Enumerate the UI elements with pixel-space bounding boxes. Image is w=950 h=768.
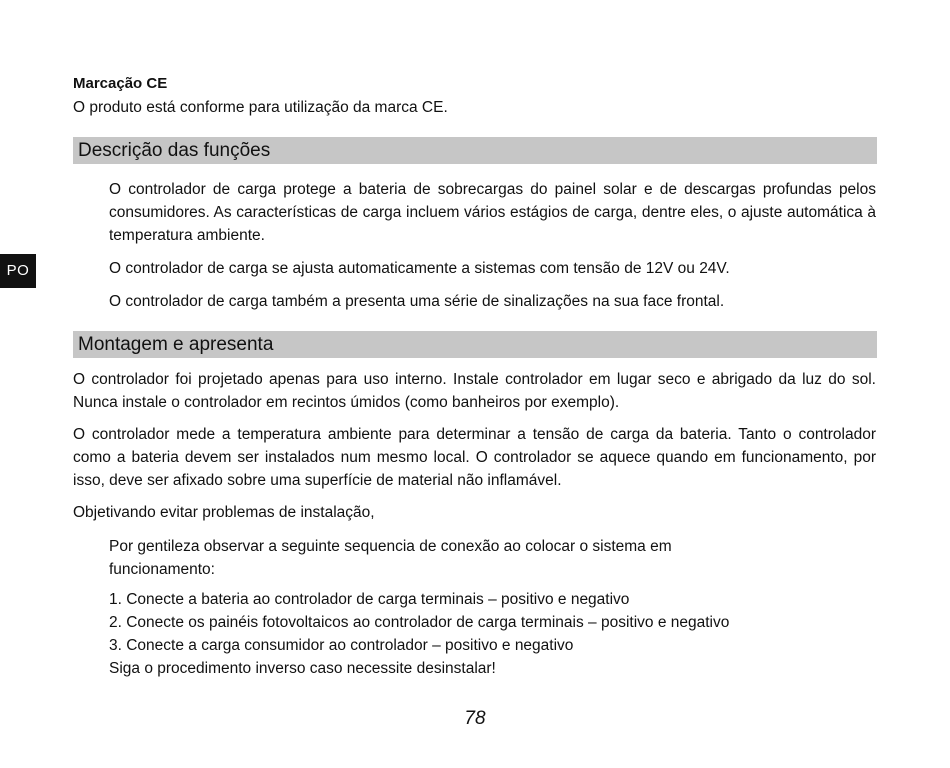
section-heading-bar xyxy=(73,137,877,164)
section-heading-bar xyxy=(73,331,877,358)
ce-marking-title: Marcação CE xyxy=(73,75,168,92)
step-item: 3. Conecte a carga consumidor ao controlador – positivo e negativo xyxy=(109,637,574,654)
page-number: 78 xyxy=(464,708,486,729)
language-tab: PO xyxy=(0,254,36,288)
ce-marking-text: O produto está conforme para utilização da marca CE. xyxy=(73,99,448,116)
section-heading-mounting: Montagem e apresenta xyxy=(78,334,274,355)
section-heading-functions: Descrição das funções xyxy=(78,140,271,161)
mounting-paragraph: Objetivando evitar problemas de instalação, xyxy=(73,504,375,521)
functions-paragraph: O controlador de carga também a presenta uma série de sinalizações na sua face frontal. xyxy=(109,293,725,310)
step-item: 1. Conecte a bateria ao controlador de carga terminais – positivo e negativo xyxy=(109,591,630,608)
instruction-paragraph: Por gentileza observar a seguinte sequencia de conexão ao colocar o sistema em funcionamento: xyxy=(109,538,672,578)
closing-note: Siga o procedimento inverso caso necessite desinstalar! xyxy=(109,660,496,677)
functions-paragraph: O controlador de carga se ajusta automaticamente a sistemas com tensão de 12V ou 24V. xyxy=(109,260,730,277)
mounting-paragraph: O controlador foi projetado apenas para uso interno. Instale controlador em lugar seco e abrigado da luz do sol. Nunca instale o controlador em recintos úmidos (como banheiros por exemplo). xyxy=(73,371,876,411)
functions-paragraph: O controlador de carga protege a bateria de sobrecargas do painel solar e de descargas profundas pelos consumidores. As características de carga incluem vários estágios de carga, dentre eles, o ajuste automática à temperatura ambiente. xyxy=(109,181,876,244)
mounting-paragraph: O controlador mede a temperatura ambiente para determinar a tensão de carga da bateria. Tanto o controlador como a bateria devem ser instalados num mesmo local. O controlador se aquece quando em funcionamento, por isso, deve ser afixado sobre uma superfície de material não inflamável. xyxy=(73,426,876,489)
step-item: 2. Conecte os painéis fotovoltaicos ao controlador de carga terminais – positivo e negativo xyxy=(109,614,730,631)
